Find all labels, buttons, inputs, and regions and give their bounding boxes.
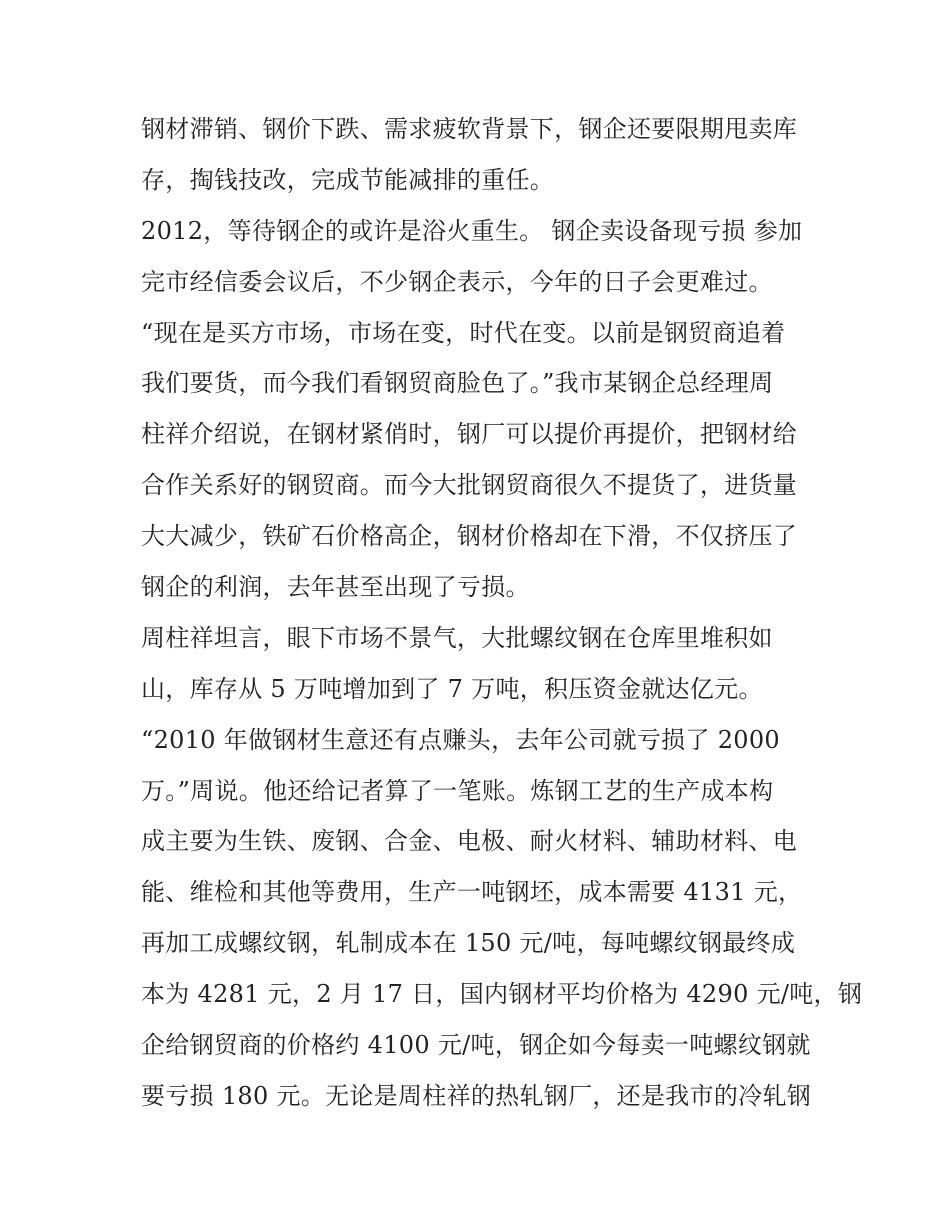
text-line: 2012，等待钢企的或许是浴火重生。 钢企卖设备现亏损 参加 xyxy=(141,216,803,245)
text-line: 周柱祥坦言，眼下市场不景气，大批螺纹钢在仓库里堆积如 xyxy=(141,623,773,652)
text-line: “现在是买方市场，市场在变，时代在变。以前是钢贸商追着 xyxy=(141,318,786,347)
article-body xyxy=(141,104,863,1122)
text-line: 再加工成螺纹钢，轧制成本在 150 元/吨，每吨螺纹钢最终成 xyxy=(141,929,796,958)
text-line: 能、维检和其他等费用，生产一吨钢坯，成本需要 4131 元， xyxy=(141,878,803,907)
text-line: 钢材滞销、钢价下跌、需求疲软背景下，钢企还要限期甩卖库 xyxy=(141,115,798,143)
text-line: 完市经信委会议后，不少钢企表示，今年的日子会更难过。 xyxy=(141,267,773,296)
text-line: 要亏损 180 元。无论是周柱祥的热轧钢厂，还是我市的冷轧钢 xyxy=(141,1081,812,1110)
text-line: 成主要为生铁、废钢、合金、电极、耐火材料、辅助材料、电 xyxy=(141,827,798,856)
text-line: 大大减少，铁矿石价格高企，钢材价格却在下滑，不仅挤压了 xyxy=(141,522,798,551)
text-line: 企给钢贸商的价格约 4100 元/吨，钢企如今每卖一吨螺纹钢就 xyxy=(141,1031,811,1060)
text-line: 万。”周说。他还给记者算了一笔账。炼钢工艺的生产成本构 xyxy=(141,776,774,805)
text-line: 柱祥介绍说，在钢材紧俏时，钢厂可以提价再提价，把钢材给 xyxy=(141,420,798,449)
text-line: 钢企的利润，去年甚至出现了亏损。 xyxy=(141,573,530,602)
text-line: 存，掏钱技改，完成节能减排的重任。 xyxy=(141,165,555,194)
text-line: 山，库存从 5 万吨增加到了 7 万吨，积压资金就达亿元。 xyxy=(141,674,763,703)
text-line: “2010 年做钢材生意还有点赚头，去年公司就亏损了 2000 xyxy=(141,725,780,754)
text-line: 合作关系好的钢贸商。而今大批钢贸商很久不提货了，进货量 xyxy=(141,471,798,500)
text-line: 我们要货，而今我们看钢贸商脸色了。”我市某钢企总经理周 xyxy=(141,369,774,398)
text-line: 本为 4281 元，2 月 17 日，国内钢材平均价格为 4290 元/吨，钢 xyxy=(141,980,863,1009)
